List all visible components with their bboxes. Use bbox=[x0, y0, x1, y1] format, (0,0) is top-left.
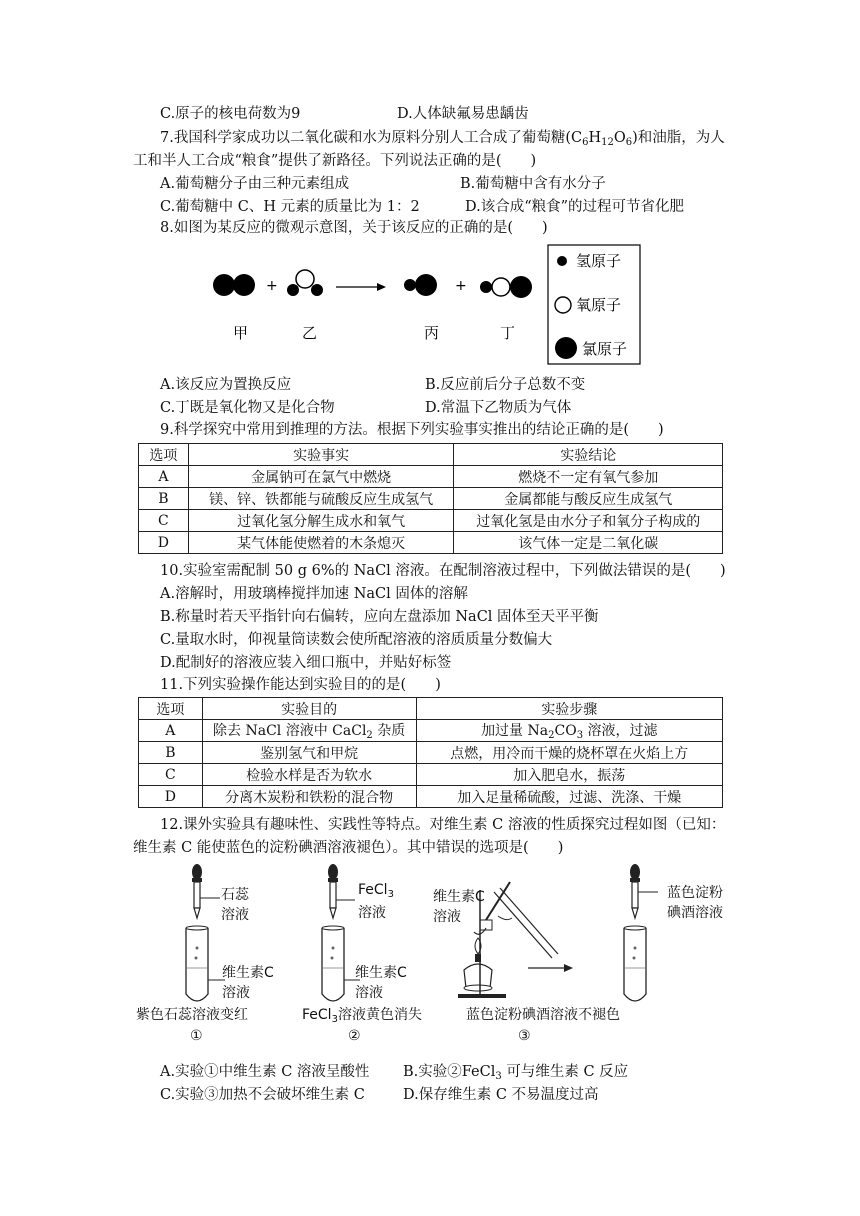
table-row bbox=[139, 786, 723, 808]
table-cell: A bbox=[139, 466, 189, 488]
q9-stem: 9.科学探究中常用到推理的方法。根据下列实验事实推出的结论正确的是( ) bbox=[160, 422, 664, 438]
table-cell: C bbox=[139, 764, 203, 786]
plus-sign-1: + bbox=[266, 278, 278, 294]
q12-option-c: C.实验③加热不会破坏维生素 C bbox=[160, 1087, 365, 1103]
fig2-reagent-label-2: 溶液 bbox=[358, 905, 386, 921]
table-row bbox=[139, 764, 723, 786]
table-row bbox=[139, 510, 723, 532]
table-header-cell: 实验目的 bbox=[202, 698, 416, 720]
q10-option-a: A.溶解时，用玻璃棒搅拌加速 NaCl 固体的溶解 bbox=[160, 586, 468, 602]
table-row bbox=[139, 532, 723, 554]
legend-cl-label: 氯原子 bbox=[582, 340, 628, 358]
q7-option-d: D.该合成“粮食”的过程可节省化肥 bbox=[465, 199, 685, 215]
yi-h-atom-1 bbox=[287, 284, 299, 296]
plus-sign-2: + bbox=[455, 278, 467, 294]
table-header-cell: 选项 bbox=[139, 698, 203, 720]
yi-o-atom bbox=[296, 270, 314, 288]
reaction-arrowhead bbox=[377, 283, 386, 291]
label-ding: 丁 bbox=[500, 324, 516, 342]
table-header-row bbox=[139, 698, 723, 720]
reaction-diagram bbox=[200, 242, 650, 368]
table-cell: D bbox=[139, 786, 203, 808]
ding-o-atom bbox=[492, 278, 510, 296]
legend-h-icon bbox=[557, 256, 567, 266]
q6-option-c: C.原子的核电荷数为9 bbox=[160, 106, 301, 122]
q8-option-a: A.该反应为置换反应 bbox=[160, 377, 292, 393]
fig1-reagent-label-2: 溶液 bbox=[221, 907, 249, 923]
table-cell: 金属都能与酸反应生成氢气 bbox=[454, 488, 723, 510]
fig1-solution-label-2: 溶液 bbox=[222, 985, 250, 1001]
q10-stem: 10.实验室需配制 50 g 6%的 NaCl 溶液。在配制溶液过程中，下列做法错误的是( ) bbox=[160, 563, 726, 579]
q7-stem-line2: 工和半人工合成“粮食”提供了新路径。下列说法正确的是( ) bbox=[133, 153, 537, 169]
table-cell: 加入肥皂水，振荡 bbox=[416, 764, 722, 786]
legend-o-label: 氧原子 bbox=[576, 296, 622, 314]
q7-option-b: B.葡萄糖中含有水分子 bbox=[460, 176, 606, 192]
q10-option-c: C.量取水时，仰视量筒读数会使所配溶液的溶质质量分数偏大 bbox=[160, 632, 553, 648]
label-jia: 甲 bbox=[233, 324, 249, 342]
table-cell: 镁、锌、铁都能与硫酸反应生成氢气 bbox=[188, 488, 454, 510]
table-header-row bbox=[139, 444, 723, 466]
table-cell: 检验水样是否为软水 bbox=[202, 764, 416, 786]
fig2-solution-label-2: 溶液 bbox=[355, 985, 383, 1001]
fig1-number: ① bbox=[190, 1028, 203, 1044]
fig3-solution-label-1: 维生素C bbox=[433, 889, 485, 905]
process-arrowhead bbox=[564, 964, 573, 972]
fig3-reagent-label-1: 蓝色淀粉 bbox=[667, 885, 723, 901]
table-cell: 该气体一定是二氧化碳 bbox=[454, 532, 723, 554]
fig2-reagent-label-1: FeCl$_3$ bbox=[358, 882, 394, 900]
test-tube-1-icon bbox=[186, 926, 208, 1001]
q8-stem: 8.如图为某反应的微观示意图，关于该反应的正确的是( ) bbox=[160, 220, 548, 236]
dropper-3-icon bbox=[630, 864, 640, 918]
q12-option-a: A.实验①中维生素 C 溶液呈酸性 bbox=[160, 1064, 370, 1080]
jia-cl-atom-2 bbox=[233, 274, 255, 296]
label-yi: 乙 bbox=[302, 324, 318, 342]
table-row bbox=[139, 488, 723, 510]
q7-option-a: A.葡萄糖分子由三种元素组成 bbox=[160, 176, 350, 192]
label-bing: 丙 bbox=[424, 324, 440, 342]
table-cell: A bbox=[139, 720, 203, 742]
table-cell: C bbox=[139, 510, 189, 532]
q12-stem-line2: 维生素 C 能使蓝色的淀粉碘酒溶液褪色）。其中错误的选项是( ) bbox=[133, 840, 564, 856]
ding-cl-atom bbox=[510, 276, 532, 298]
table-header-cell: 实验步骤 bbox=[416, 698, 722, 720]
dropper-1-icon bbox=[192, 864, 202, 918]
fig1-result: 紫色石蕊溶液变红 bbox=[136, 1007, 248, 1023]
table-cell: B bbox=[139, 742, 203, 764]
legend-h-label: 氢原子 bbox=[576, 252, 622, 270]
table-header-cell: 实验结论 bbox=[454, 444, 723, 466]
table-cell: 分离木炭粉和铁粉的混合物 bbox=[202, 786, 416, 808]
test-tube-3-icon bbox=[624, 926, 646, 1001]
fig2-solution-label-1: 维生素C bbox=[355, 965, 407, 981]
yi-h-atom-2 bbox=[311, 284, 323, 296]
legend-o-icon bbox=[555, 297, 571, 313]
q11-stem: 11.下列实验操作能达到实验目的的是( ) bbox=[160, 677, 441, 693]
q7-option-c: C.葡萄糖中 C、H 元素的质量比为 1：2 bbox=[160, 199, 420, 215]
table-cell: B bbox=[139, 488, 189, 510]
fig3-reagent-label-2: 碘酒溶液 bbox=[667, 905, 723, 921]
q9-table bbox=[138, 443, 723, 554]
fig1-solution-label-1: 维生素C bbox=[222, 965, 274, 981]
fig3-solution-label-2: 溶液 bbox=[433, 909, 461, 925]
q12-option-d: D.保存维生素 C 不易温度过高 bbox=[403, 1087, 599, 1103]
q10-option-b: B.称量时若天平指针向右偏转，应向左盘添加 NaCl 固体至天平平衡 bbox=[160, 609, 599, 625]
q8-option-c: C.丁既是氧化物又是化合物 bbox=[160, 400, 335, 416]
fig3-result: 蓝色淀粉碘酒溶液不褪色 bbox=[466, 1007, 620, 1023]
table-cell: 燃烧不一定有氧气参加 bbox=[454, 466, 723, 488]
table-row bbox=[139, 720, 723, 742]
q8-option-d: D.常温下乙物质为气体 bbox=[425, 400, 572, 416]
fig2-result: FeCl$_3$溶液黄色消失 bbox=[302, 1007, 422, 1025]
q10-option-d: D.配制好的溶液应装入细口瓶中，并贴好标签 bbox=[160, 655, 452, 671]
table-cell: 点燃，用冷而干燥的烧杯罩在火焰上方 bbox=[416, 742, 722, 764]
table-cell: 过氧化氢分解生成水和氧气 bbox=[188, 510, 454, 532]
table-cell: 加入足量稀硫酸，过滤、洗涤、干燥 bbox=[416, 786, 722, 808]
table-cell: 过氧化氢是由水分子和氧分子构成的 bbox=[454, 510, 723, 532]
fig3-number: ③ bbox=[518, 1028, 531, 1044]
jia-cl-atom-1 bbox=[213, 274, 235, 296]
bing-cl-atom bbox=[415, 274, 437, 296]
q6-option-d: D.人体缺氟易患龋齿 bbox=[397, 106, 529, 122]
fig2-number: ② bbox=[348, 1028, 361, 1044]
ding-h-atom bbox=[480, 281, 492, 293]
fig1-reagent-label-1: 石蕊 bbox=[221, 887, 249, 903]
q11-table bbox=[138, 697, 723, 808]
table-cell: 加过量 $Na_2CO_3$ 溶液，过滤 bbox=[416, 720, 722, 742]
table-cell: 鉴别氢气和甲烷 bbox=[202, 742, 416, 764]
table-cell: 除去 NaCl 溶液中 CaCl$_2$ 杂质 bbox=[202, 720, 416, 742]
q7-stem-line1: 7.我国科学家成功以二氧化碳和水为原料分别人工合成了葡萄糖$(C_6H_{12}O_6)$和油脂，为人 bbox=[160, 130, 725, 148]
dropper-2-icon bbox=[328, 864, 338, 918]
table-header-cell: 实验事实 bbox=[188, 444, 454, 466]
bing-h-atom bbox=[404, 279, 416, 291]
q8-option-b: B.反应前后分子总数不变 bbox=[425, 377, 586, 393]
q12-stem-line1: 12.课外实验具有趣味性、实践性等特点。对维生素 C 溶液的性质探究过程如图（已知： bbox=[160, 817, 726, 833]
test-tube-2-icon bbox=[322, 926, 344, 1001]
table-header-cell: 选项 bbox=[139, 444, 189, 466]
table-row bbox=[139, 466, 723, 488]
table-cell: 金属钠可在氯气中燃烧 bbox=[188, 466, 454, 488]
legend-cl-icon bbox=[555, 337, 577, 359]
table-row bbox=[139, 742, 723, 764]
table-cell: 某气体能使燃着的木条熄灭 bbox=[188, 532, 454, 554]
q12-option-b: B.实验②FeCl$_3$ 可与维生素 C 反应 bbox=[403, 1064, 629, 1082]
table-cell: D bbox=[139, 532, 189, 554]
